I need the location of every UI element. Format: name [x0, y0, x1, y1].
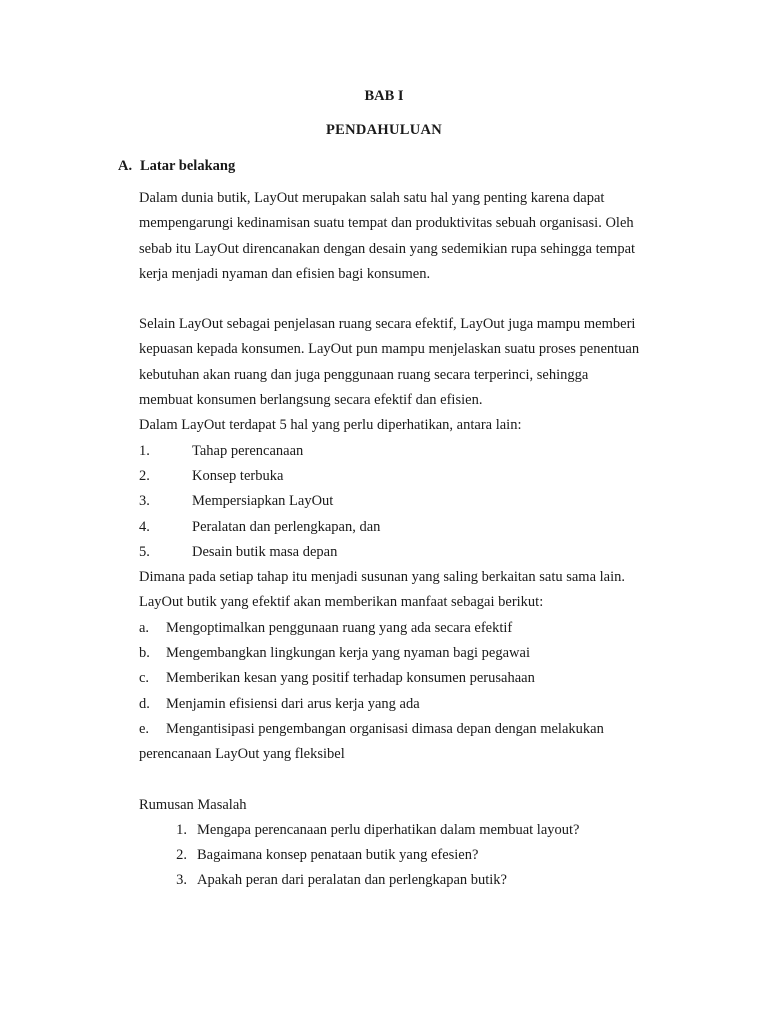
list-item [139, 692, 699, 717]
list-number [139, 868, 187, 893]
list-text: Mempersiapkan LayOut [192, 493, 334, 510]
list-text: Mengoptimalkan penggunaan ruang yang ada secara efektif [166, 619, 513, 636]
paragraph-line: perencanaan LayOut yang fleksibel [139, 746, 345, 763]
list-letter: c. [139, 670, 150, 687]
list-item [139, 843, 699, 868]
list-text: Tahap perencanaan [192, 442, 304, 459]
list-number-text: 3. [176, 872, 187, 889]
list-text: Peralatan dan perlengkapan, dan [192, 518, 381, 535]
list-number [139, 843, 187, 868]
list-number: 5. [139, 543, 150, 560]
list-text: Mengembangkan lingkungan kerja yang nyaman bagi pegawai [166, 645, 530, 662]
list-letter: b. [139, 645, 150, 662]
list-letter: d. [139, 695, 150, 712]
paragraph-line: Dalam LayOut terdapat 5 hal yang perlu diperhatikan, antara lain: [139, 417, 522, 434]
list-item [139, 439, 699, 464]
list-item [139, 515, 699, 540]
paragraph-line: Dimana pada setiap tahap itu menjadi susunan yang saling berkaitan satu sama lain. [139, 569, 626, 586]
subsection-title: Rumusan Masalah [139, 796, 247, 813]
list-text: Apakah peran dari peralatan dan perlengkapan butik? [197, 872, 507, 889]
document-body [139, 186, 699, 894]
list-letter: e. [139, 720, 150, 737]
list-item [139, 540, 699, 565]
chapter-number: BAB I [364, 88, 404, 104]
list-item [139, 616, 699, 641]
list-number-text: 1. [176, 821, 187, 838]
list-number: 4. [139, 518, 150, 535]
rumusan-list [139, 818, 699, 894]
paragraph-spacer [139, 287, 699, 312]
list-letter: a. [139, 619, 150, 636]
paragraph-line: kerja menjadi nyaman dan efisien bagi konsumen. [139, 265, 431, 282]
list-item [139, 818, 699, 843]
list-text: Konsep terbuka [192, 467, 284, 484]
paragraph-spacer [139, 768, 699, 793]
paragraph-line: kebutuhan akan ruang dan juga penggunaan ruang secara terperinci, sehingga [139, 366, 589, 383]
section-title: Latar belakang [140, 158, 236, 174]
section-heading-latar-belakang [118, 154, 235, 179]
list-text: Mengapa perencanaan perlu diperhatikan dalam membuat layout? [197, 821, 580, 838]
list-item [139, 666, 699, 691]
paragraph-line: LayOut butik yang efektif akan memberikan manfaat sebagai berikut: [139, 594, 544, 611]
list-text: Memberikan kesan yang positif terhadap konsumen perusahaan [166, 670, 535, 687]
paragraph-line: sebab itu LayOut direncanakan dengan desain yang sedemikian rupa sehingga tempat [139, 240, 636, 257]
paragraph-line: membuat konsumen berlangsung secara efektif dan efisien. [139, 392, 483, 409]
list-item [139, 717, 699, 742]
list-text: Mengantisipasi pengembangan organisasi dimasa depan dengan melakukan [166, 720, 604, 737]
list-number-text: 2. [176, 847, 187, 864]
list-number: 2. [139, 467, 150, 484]
list-number [139, 818, 187, 843]
paragraph-line: mempengarungi kedinamisan suatu tempat dan produktivitas sebuah organisasi. Oleh [139, 215, 634, 232]
list-item [139, 641, 699, 666]
paragraph-line: kepuasan kepada konsumen. LayOut pun mampu menjelaskan suatu proses penentuan [139, 341, 640, 358]
list-text: Desain butik masa depan [192, 543, 338, 560]
section-letter: A. [118, 158, 133, 174]
paragraph-line: Selain LayOut sebagai penjelasan ruang secara efektif, LayOut juga mampu memberi [139, 316, 636, 333]
list-item [139, 868, 699, 893]
list-number: 1. [139, 442, 150, 459]
list-text: Bagaimana konsep penataan butik yang efesien? [197, 847, 479, 864]
list-item [139, 489, 699, 514]
list-text: Menjamin efisiensi dari arus kerja yang ada [166, 695, 420, 712]
list-number: 3. [139, 493, 150, 510]
paragraph-line: Dalam dunia butik, LayOut merupakan salah satu hal yang penting karena dapat [139, 190, 605, 206]
chapter-title: PENDAHULUAN [325, 122, 443, 138]
list-item [139, 464, 699, 489]
